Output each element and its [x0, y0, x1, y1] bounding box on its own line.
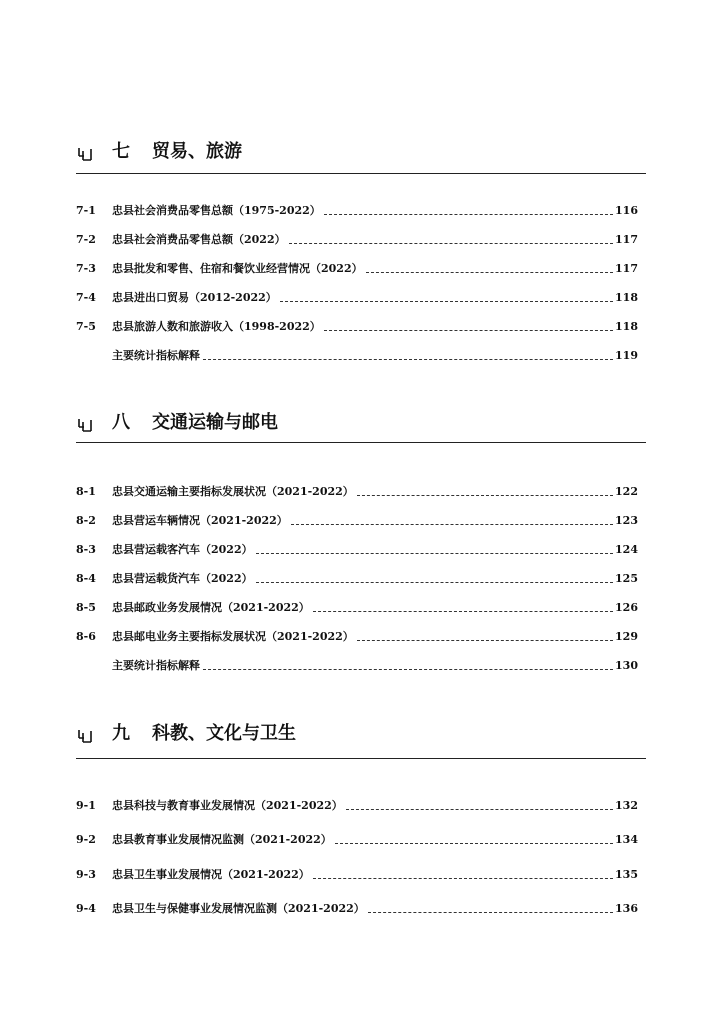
dot-leader — [313, 611, 613, 612]
toc-entry[interactable] — [76, 290, 638, 306]
dot-leader — [203, 669, 613, 670]
dot-leader — [313, 878, 613, 879]
entry-title: 主要统计指标解释 — [112, 349, 200, 362]
entry-code: 8-6 — [76, 630, 96, 643]
entry-code: 9-3 — [76, 868, 96, 881]
section-heading — [76, 723, 646, 753]
entry-title: 忠县营运载客汽车（2022） — [112, 543, 253, 556]
section-number: 七 — [112, 141, 130, 162]
entry-title: 忠县批发和零售、住宿和餐饮业经营情况（2022） — [112, 262, 363, 275]
entry-page: 126 — [615, 601, 638, 614]
dot-leader — [357, 640, 613, 641]
toc-entry[interactable] — [76, 261, 638, 277]
section-divider — [76, 173, 646, 174]
entry-page: 132 — [615, 799, 638, 812]
toc-entry[interactable] — [76, 867, 638, 883]
dot-leader — [256, 582, 613, 583]
dot-leader — [280, 301, 613, 302]
section-title: 贸易、旅游 — [152, 141, 242, 162]
entry-code: 7-3 — [76, 262, 96, 275]
dot-leader — [324, 214, 613, 215]
entry-title: 忠县社会消费品零售总额（1975-2022） — [112, 204, 321, 217]
entry-title: 忠县邮政业务发展情况（2021-2022） — [112, 601, 310, 614]
dot-leader — [366, 272, 613, 273]
entry-page: 134 — [615, 833, 638, 846]
entry-title: 忠县营运载货汽车（2022） — [112, 572, 253, 585]
entry-title: 忠县交通运输主要指标发展状况（2021-2022） — [112, 485, 354, 498]
entry-page: 116 — [615, 204, 638, 217]
entry-page: 130 — [615, 659, 638, 672]
entry-title: 忠县进出口贸易（2012-2022） — [112, 291, 277, 304]
entry-title: 忠县旅游人数和旅游收入（1998-2022） — [112, 320, 321, 333]
entry-title: 忠县卫生事业发展情况（2021-2022） — [112, 868, 310, 881]
dot-leader — [357, 495, 613, 496]
section-heading — [76, 141, 646, 171]
toc-entry[interactable] — [76, 348, 638, 364]
entry-code: 9-4 — [76, 902, 96, 915]
section-divider — [76, 758, 646, 759]
entry-title: 忠县邮电业务主要指标发展状况（2021-2022） — [112, 630, 354, 643]
entry-page: 118 — [615, 320, 638, 333]
dot-leader — [335, 843, 613, 844]
dot-leader — [368, 912, 613, 913]
dot-leader — [256, 553, 613, 554]
entry-page: 123 — [615, 514, 638, 527]
entry-page: 136 — [615, 902, 638, 915]
entry-code: 8-5 — [76, 601, 96, 614]
dot-leader — [289, 243, 613, 244]
dot-leader — [346, 809, 613, 810]
toc-entry[interactable] — [76, 901, 638, 917]
entry-title: 主要统计指标解释 — [112, 659, 200, 672]
dot-leader — [291, 524, 613, 525]
dot-leader — [203, 359, 613, 360]
entry-code: 8-4 — [76, 572, 96, 585]
toc-entry[interactable] — [76, 232, 638, 248]
toc-entry[interactable] — [76, 513, 638, 529]
section-bracket-icon — [78, 418, 92, 432]
dot-leader — [324, 330, 613, 331]
section-number: 九 — [112, 723, 130, 744]
entry-page: 129 — [615, 630, 638, 643]
section-title: 科教、文化与卫生 — [152, 723, 296, 744]
section-divider — [76, 442, 646, 443]
entry-page: 119 — [615, 349, 638, 362]
toc-entry[interactable] — [76, 571, 638, 587]
toc-entry[interactable] — [76, 832, 638, 848]
toc-entry[interactable] — [76, 319, 638, 335]
toc-entry[interactable] — [76, 203, 638, 219]
entry-title: 忠县科技与教育事业发展情况（2021-2022） — [112, 799, 343, 812]
entry-title: 忠县教育事业发展情况监测（2021-2022） — [112, 833, 332, 846]
entry-code: 7-2 — [76, 233, 96, 246]
entry-page: 117 — [615, 233, 638, 246]
entry-code: 7-4 — [76, 291, 96, 304]
entry-code: 8-2 — [76, 514, 96, 527]
toc-entry[interactable] — [76, 600, 638, 616]
entry-title: 忠县营运车辆情况（2021-2022） — [112, 514, 288, 527]
section-bracket-icon — [78, 147, 92, 161]
entry-title: 忠县卫生与保健事业发展情况监测（2021-2022） — [112, 902, 365, 915]
entry-page: 122 — [615, 485, 638, 498]
entry-title: 忠县社会消费品零售总额（2022） — [112, 233, 286, 246]
entry-page: 118 — [615, 291, 638, 304]
section-bracket-icon — [78, 729, 92, 743]
toc-entry[interactable] — [76, 484, 638, 500]
toc-entry[interactable] — [76, 798, 638, 814]
entry-page: 124 — [615, 543, 638, 556]
section-number: 八 — [112, 412, 130, 433]
entry-code: 7-1 — [76, 204, 96, 217]
toc-entry[interactable] — [76, 658, 638, 674]
entry-code: 9-1 — [76, 799, 96, 812]
entry-code: 7-5 — [76, 320, 96, 333]
entry-page: 135 — [615, 868, 638, 881]
toc-entry[interactable] — [76, 542, 638, 558]
entry-code: 8-1 — [76, 485, 96, 498]
section-title: 交通运输与邮电 — [152, 412, 278, 433]
toc-entry[interactable] — [76, 629, 638, 645]
entry-page: 125 — [615, 572, 638, 585]
section-heading — [76, 412, 646, 442]
entry-code: 8-3 — [76, 543, 96, 556]
entry-page: 117 — [615, 262, 638, 275]
entry-code: 9-2 — [76, 833, 96, 846]
